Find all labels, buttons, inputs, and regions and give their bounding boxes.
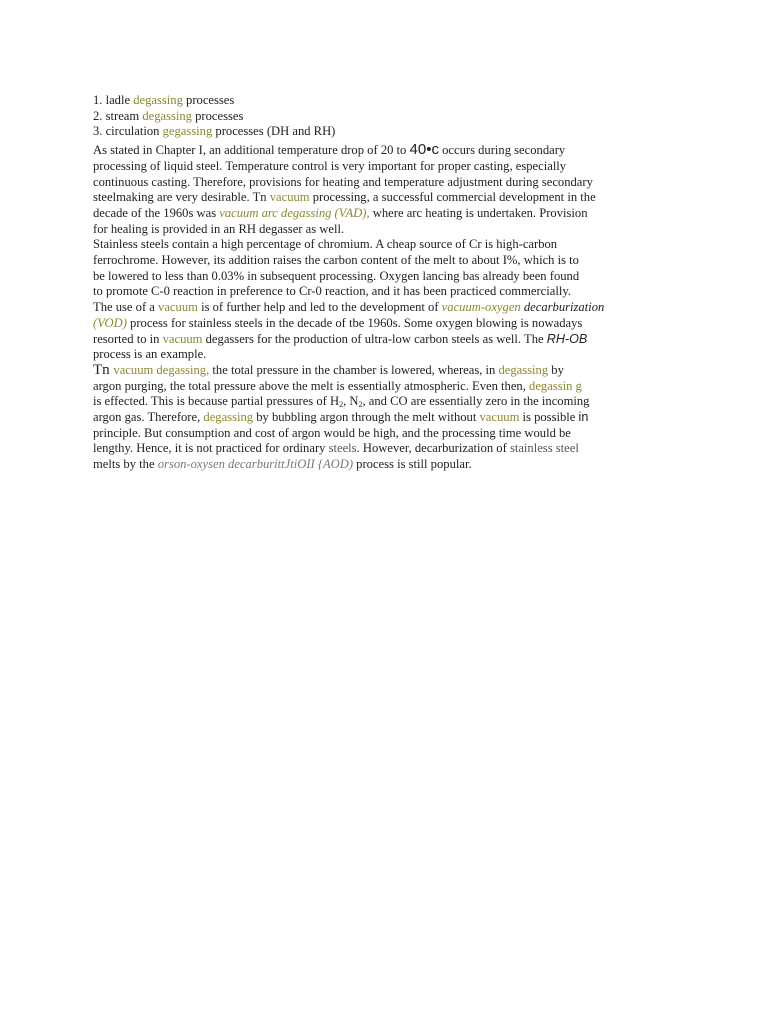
- keyword-link: degassing: [498, 362, 549, 377]
- paragraph-stainless: Stainless steels contain a high percentage of chromium. A cheap source of Cr is high-carbon ferrochrome. However, its addition raises the carbon content of the melt to about I%, which is to be lowered to less than 0.03% in subsequent processing. Oxygen lancing bas already been found to promote C-0 reaction in preference to Cr-0 reaction, and it has been practiced commercially. The use of a vacuum is of further help and led to the development of vacuum-oxygen decarburization (VOD) process for stainless steels in the decade of tbe 1960s. Some oxygen blowing is nowadays resorted to in vacuum degassers for the production of ultra-low carbon steels as well. The RH-OB process is an example.: [93, 237, 605, 362]
- list-item: 1. ladle degassing processes: [93, 93, 235, 107]
- keyword-link: vacuum: [158, 300, 198, 315]
- keyword-link: degassing: [133, 93, 183, 107]
- list-item: 3. circulation gegassing processes (DH and RH): [93, 124, 336, 139]
- keyword-link: degassing: [142, 108, 192, 123]
- keyword-link: gegassing: [162, 124, 213, 139]
- keyword-link: vacuum: [162, 331, 203, 346]
- keyword-link: degassin g: [529, 378, 582, 393]
- keyword-link: vacuum-oxygen: [441, 300, 521, 315]
- keyword-link: degassing: [203, 410, 254, 425]
- keyword-link: vacuum degassing,: [113, 362, 210, 377]
- keyword-link: vacuum: [269, 190, 310, 205]
- paragraph-argon: Tn vacuum degassing, the total pressure in the chamber is lowered, whereas, in degassing by argon purging, the total pressure above the melt is essentially atmospheric. Even then, degassin g is effected. This is because partial pressures of $H_2$, $N_2$, and CO are essentially zero in the incoming argon gas. Therefore, degassing by bubbling argon through the melt without vacuum is possible in principle. But consumption and cost of argon would be high, and the processing time would be lengthy. Hence, it is not practiced for ordinary steels. However, decarburization of stainless steel melts by the orson-oxysen decarburittJtiOII {AOD) process is still popular.: [93, 361, 590, 472]
- list-item: 2. stream degassing processes: [93, 108, 244, 123]
- keyword-link: vacuum arc degassing (VAD),: [219, 205, 370, 220]
- paragraph-temperature: As stated in Chapter I, an additional temperature drop of 20 to 40•c occurs during secondary processing of liquid steel. Temperature control is very important for proper casting, especially continuous casting. Therefore, provisions for heating and temperature adjustment during secondary steelmaking are very desirable. Tn vacuum processing, a successful commercial development in the decade of the 1960s was vacuum arc degassing (VAD), where arc heating is undertaken. Provision for healing is provided in an RH degasser as well.: [93, 141, 596, 236]
- keyword-link: vacuum: [479, 410, 520, 425]
- body-text: [93, 93, 673, 473]
